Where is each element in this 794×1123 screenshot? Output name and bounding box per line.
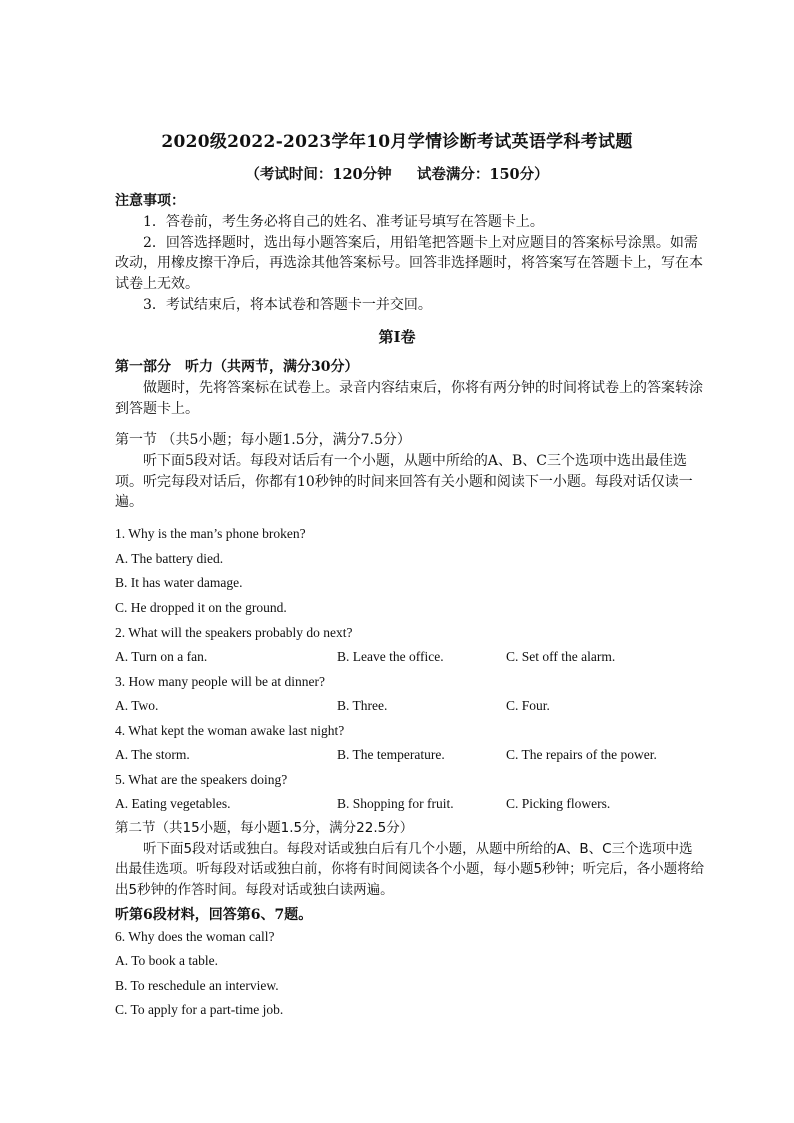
q6-option-c: C. To apply for a part-time job.	[115, 1002, 284, 1017]
q2-option-a: A. Turn on a fan.	[115, 649, 208, 664]
exam-title: 2020级2022-2023学年10月学情诊断考试英语学科考试题	[161, 132, 633, 152]
section1-instructions: 听下面5段对话。每段对话后有一个小题，从题中所给的A、B、C三个选项中选出最佳选项。听完每段对话后，你都有10秒钟的时间来回答有关小题和阅读下一小题。每段对话仅读一遍。	[115, 452, 693, 511]
question-4: 4. What kept the woman awake last night?	[115, 723, 345, 738]
part1-instructions: 做题时，先将答案标在试卷上。录音内容结束后，你将有两分钟的时间将试卷上的答案转涂到答题卡上。	[115, 379, 703, 417]
part1-block	[115, 357, 705, 419]
question-6: 6. Why does the woman call?	[115, 929, 275, 944]
q4-option-b: B. The temperature.	[337, 747, 445, 762]
material-6-heading: 听第6段材料，回答第6、7题。	[115, 907, 313, 923]
q6-option-a: A. To book a table.	[115, 953, 219, 968]
q4-option-c: C. The repairs of the power.	[506, 747, 657, 762]
question-2: 2. What will the speakers probably do next?	[115, 625, 353, 640]
q2-option-b: B. Leave the office.	[337, 649, 444, 664]
notice-item-2: 2．回答选择题时，选出每小题答案后，用铅笔把答题卡上对应题目的答案标号涂黑。如需改动，用橡皮擦干净后，再选涂其他答案标号。回答非选择题时，将答案写在答题卡上，写在本试卷上无效。	[115, 234, 703, 293]
q3-option-b: B. Three.	[337, 698, 388, 713]
q1-option-a: A. The battery died.	[115, 551, 224, 566]
question-1: 1. Why is the man’s phone broken?	[115, 526, 306, 541]
section1-heading: 第一节 （共5小题；每小题1.5分，满分7.5分）	[115, 432, 411, 448]
notice-item-1: 1．答卷前，考生务必将自己的姓名、准考证号填写在答题卡上。	[143, 213, 544, 230]
notice-item-3: 3．考试结束后，将本试卷和答题卡一并交回。	[143, 296, 432, 313]
exam-subtitle: （考试时间：120分钟 试卷满分：150分）	[245, 166, 549, 183]
section2-heading: 第二节（共15小题，每小题1.5分，满分22.5分）	[115, 820, 414, 836]
q1-option-b: B. It has water damage.	[115, 575, 243, 590]
q2-option-c: C. Set off the alarm.	[506, 649, 616, 664]
q3-option-c: C. Four.	[506, 698, 550, 713]
section1-block	[115, 430, 705, 513]
notice-heading: 注意事项：	[115, 193, 185, 209]
q3-option-a: A. Two.	[115, 698, 159, 713]
question-3: 3. How many people will be at dinner?	[115, 674, 325, 689]
notice-block	[115, 191, 705, 316]
q4-option-a: A. The storm.	[115, 747, 190, 762]
volume-heading: 第Ⅰ卷	[378, 328, 416, 346]
section2-block	[115, 818, 705, 900]
q5-option-a: A. Eating vegetables.	[115, 796, 231, 811]
q6-option-b: B. To reschedule an interview.	[115, 978, 279, 993]
q5-option-c: C. Picking flowers.	[506, 796, 611, 811]
q5-option-b: B. Shopping for fruit.	[337, 796, 454, 811]
part1-heading: 第一部分 听力（共两节，满分30分）	[115, 359, 359, 375]
question-5: 5. What are the speakers doing?	[115, 772, 288, 787]
section2-instructions: 听下面5段对话或独白。每段对话或独白后有几个小题，从题中所给的A、B、C三个选项中选出最佳选项。听每段对话或独白前，你将有时间阅读各个小题，每小题5秒钟；听完后，各小题将给出5秒钟的作答时间。每段对话或独白读两遍。	[115, 840, 705, 898]
q1-option-c: C. He dropped it on the ground.	[115, 600, 287, 615]
